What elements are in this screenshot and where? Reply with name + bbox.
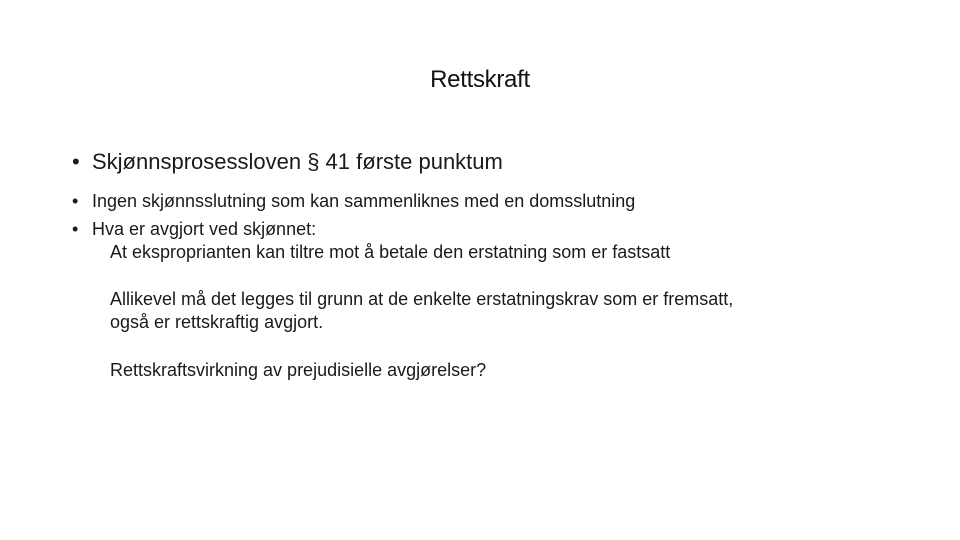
bullet-text: Hva er avgjort ved skjønnet:	[92, 219, 317, 239]
bullet-marker: •	[72, 190, 79, 211]
sub-paragraph: også er rettskraftig avgjort.	[110, 312, 324, 333]
spacer	[72, 335, 912, 359]
spacer	[72, 264, 912, 288]
bullet-text: Skjønnsprosessloven § 41 første punktum	[92, 149, 503, 174]
sub-paragraph: Allikevel må det legges til grunn at de enkelte erstatningskrav som er fremsatt,	[110, 288, 734, 309]
sub-paragraph: At eksproprianten kan tiltre mot å betale den erstatning som er fastsatt	[110, 241, 671, 262]
bullet-text: Ingen skjønnsslutning som kan sammenliknes med en domsslutning	[92, 190, 636, 211]
bullet-item	[72, 148, 912, 176]
slide-title: Rettskraft	[430, 66, 530, 93]
bullet-item	[72, 218, 912, 241]
slide-body	[72, 148, 912, 382]
bullet-marker: •	[72, 219, 79, 239]
bullet-marker: •	[72, 149, 80, 174]
sub-paragraph: Rettskraftsvirkning av prejudisielle avgjørelser?	[110, 359, 487, 380]
bullet-item	[72, 190, 912, 213]
